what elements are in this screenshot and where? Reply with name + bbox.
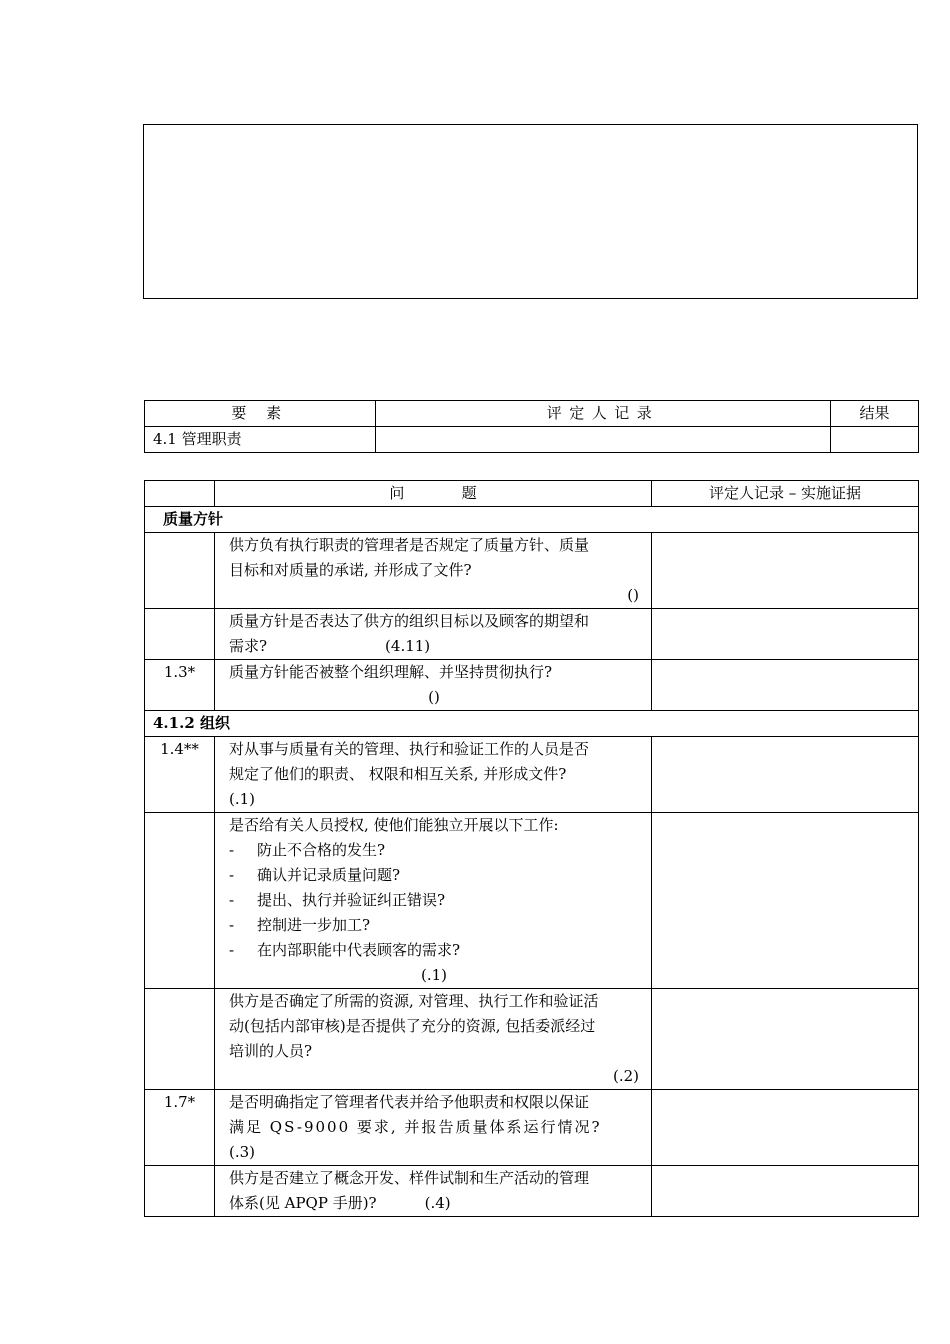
question-line: 供方负有执行职责的管理者是否规定了质量方针、质量 — [229, 536, 590, 554]
clause-ref: (4.11) — [385, 637, 431, 655]
evidence-cell[interactable] — [652, 813, 919, 989]
item-number: 1.7* — [145, 1090, 215, 1166]
table-row — [145, 1090, 919, 1166]
bullet-item — [229, 938, 639, 963]
bullet-dash: - — [229, 841, 235, 859]
clause-ref: (.2) — [612, 1067, 639, 1085]
element-table-header — [145, 401, 919, 427]
question-text: 体系(见 APQP 手册)? — [229, 1194, 377, 1212]
question-cell — [215, 609, 652, 660]
question-line — [229, 634, 639, 659]
table-row — [145, 737, 919, 813]
question-line: 规定了他们的职责、 权限和相互关系, 并形成文件? — [229, 765, 567, 783]
header-element: 要 素 — [145, 401, 376, 427]
question-cell — [215, 737, 652, 813]
section-row — [145, 711, 919, 737]
bullet-dash: - — [229, 866, 235, 884]
evidence-cell[interactable] — [652, 660, 919, 711]
item-number — [145, 533, 215, 609]
question-text: 需求? — [229, 637, 268, 655]
evidence-cell[interactable] — [652, 737, 919, 813]
bullet-dash: - — [229, 916, 235, 934]
table-row — [145, 660, 919, 711]
question-cell — [215, 660, 652, 711]
empty-frame — [143, 124, 918, 299]
evidence-cell[interactable] — [652, 533, 919, 609]
table-row — [145, 1166, 919, 1217]
question-cell — [215, 1090, 652, 1166]
clause-ref: (.1) — [420, 966, 447, 984]
question-table — [144, 480, 919, 1217]
question-line: 是否明确指定了管理者代表并给予他职责和权限以保证 — [229, 1093, 590, 1111]
bullet-text: 防止不合格的发生? — [257, 841, 386, 859]
question-line — [229, 1191, 639, 1216]
item-number — [145, 813, 215, 989]
element-table — [144, 400, 919, 453]
header-evidence: 评定人记录 – 实施证据 — [652, 481, 919, 507]
evidence-cell[interactable] — [652, 989, 919, 1090]
item-number: 1.3* — [145, 660, 215, 711]
question-line: 动(包括内部审核)是否提供了充分的资源, 包括委派经过 — [229, 1017, 596, 1035]
evidence-cell[interactable] — [652, 1166, 919, 1217]
question-line: 对从事与质量有关的管理、执行和验证工作的人员是否 — [229, 740, 590, 758]
header-result: 结果 — [831, 401, 919, 427]
question-table-header — [145, 481, 919, 507]
section-title: 质量方针 — [145, 507, 919, 533]
section-title: 4.1.2 组织 — [145, 711, 919, 737]
question-line: 供方是否确定了所需的资源, 对管理、执行工作和验证活 — [229, 992, 599, 1010]
table-row — [145, 813, 919, 989]
header-num — [145, 481, 215, 507]
header-question: 问 题 — [215, 481, 652, 507]
bullet-item — [229, 888, 639, 913]
table-row — [145, 533, 919, 609]
header-record: 评定人记录 — [376, 401, 831, 427]
question-line: 质量方针能否被整个组织理解、并坚持贯彻执行? — [229, 663, 553, 681]
clause-ref: () — [428, 688, 440, 706]
item-number: 1.4** — [145, 737, 215, 813]
bullet-dash: - — [229, 891, 235, 909]
question-line: 质量方针是否表达了供方的组织目标以及顾客的期望和 — [229, 612, 590, 630]
item-number — [145, 609, 215, 660]
question-line: 目标和对质量的承诺, 并形成了文件? — [229, 561, 472, 579]
table-row — [145, 609, 919, 660]
bullet-item — [229, 913, 639, 938]
element-table-row — [145, 427, 919, 453]
element-cell: 4.1 管理职责 — [145, 427, 376, 453]
evidence-cell[interactable] — [652, 1090, 919, 1166]
clause-ref: () — [627, 586, 639, 604]
question-cell — [215, 1166, 652, 1217]
bullet-text: 确认并记录质量问题? — [257, 866, 401, 884]
question-line: 是否给有关人员授权, 使他们能独立开展以下工作: — [229, 816, 559, 834]
bullet-item — [229, 863, 639, 888]
record-cell[interactable] — [376, 427, 831, 453]
bullet-dash: - — [229, 941, 235, 959]
evidence-cell[interactable] — [652, 609, 919, 660]
item-number — [145, 1166, 215, 1217]
clause-ref: (.3) — [229, 1143, 256, 1161]
clause-ref: (.4) — [424, 1194, 451, 1212]
result-cell[interactable] — [831, 427, 919, 453]
table-row — [145, 989, 919, 1090]
bullet-text: 控制进一步加工? — [257, 916, 371, 934]
bullet-item — [229, 838, 639, 863]
bullet-text: 在内部职能中代表顾客的需求? — [257, 941, 461, 959]
question-cell — [215, 533, 652, 609]
section-row — [145, 507, 919, 533]
item-number — [145, 989, 215, 1090]
question-cell — [215, 989, 652, 1090]
question-line: 培训的人员? — [229, 1042, 313, 1060]
bullet-text: 提出、执行并验证纠正错误? — [257, 891, 446, 909]
clause-ref: (.1) — [229, 790, 256, 808]
question-line: 满足 QS-9000 要求, 并报告质量体系运行情况? — [229, 1118, 602, 1136]
question-cell — [215, 813, 652, 989]
question-line: 供方是否建立了概念开发、样件试制和生产活动的管理 — [229, 1169, 590, 1187]
